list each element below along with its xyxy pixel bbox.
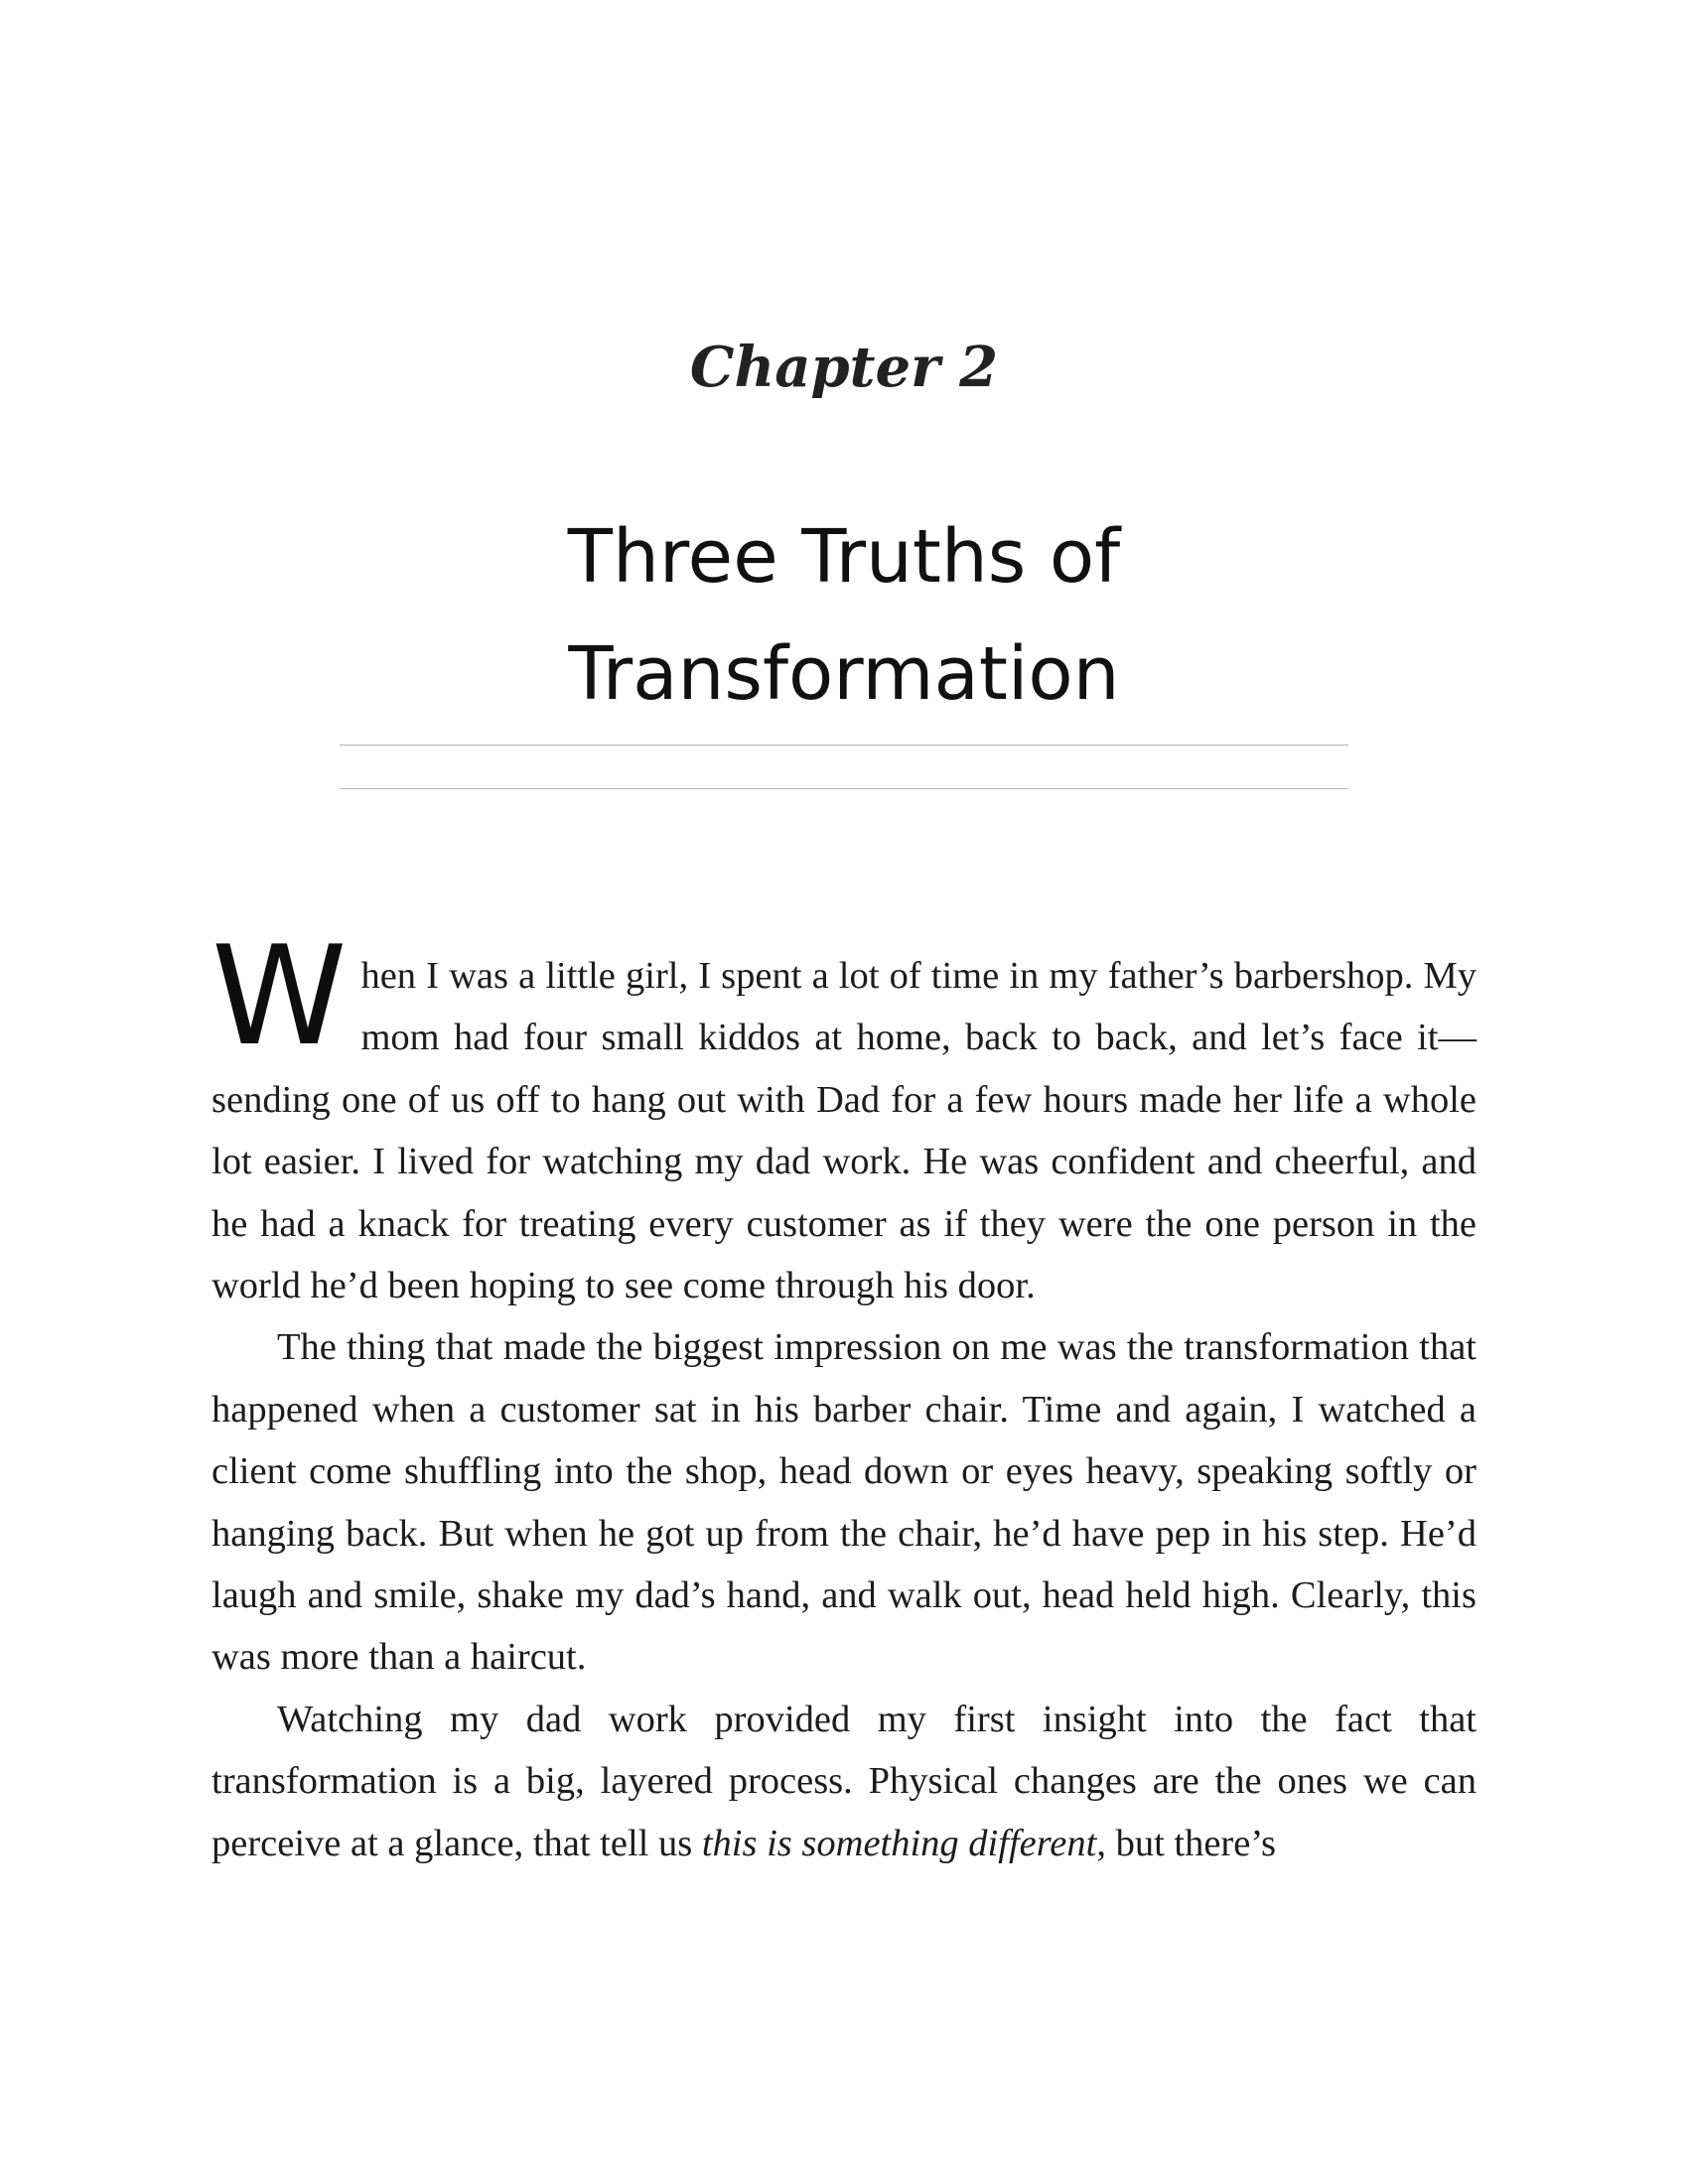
paragraph-1-text: hen I was a little girl, I spent a lot of time in my father’s barbershop. My mom had four small kiddos at home, back to back, and let’s face it—sending one of us off to hang out with Dad for a few hours made her life a whole lot easier. I lived for watching my dad work. He was confident and cheerful, and he had a knack for treating every customer as if they were the one person in the world he’d been hoping to see come through his door. [211, 955, 1477, 1307]
chapter-label: Chapter 2 [689, 335, 999, 400]
title-divider-top [340, 745, 1348, 746]
drop-cap: W [211, 916, 348, 1076]
chapter-body [211, 916, 1477, 1874]
paragraph-3-text-before: Watching my dad work provided my first insight into the fact that transformation is a big, layered process. Physical changes are the ones we can perceive at a glance, that tell us [211, 1698, 1477, 1864]
paragraph-2 [211, 1316, 1477, 1688]
title-divider-bottom [340, 788, 1348, 789]
chapter-title-line-1: Three Truths of [567, 514, 1121, 600]
paragraph-3 [211, 1689, 1477, 1874]
paragraph-2-text: The thing that made the biggest impression on me was the transformation that happened when a customer sat in his barber chair. Time and again, I watched a client come shuffling into the shop, head down or eyes heavy, speaking softly or hanging back. But when he got up from the chair, he’d have pep in his step. He’d laugh and smile, shake my dad’s hand, and walk out, head held high. Clearly, this was more than a haircut. [211, 1326, 1477, 1679]
chapter-title [0, 498, 1688, 733]
paragraph-3-emphasis: this is something different [701, 1822, 1097, 1864]
chapter-title-line-2: Transformation [568, 631, 1120, 717]
paragraph-3-text-after: , but there’s [1096, 1822, 1277, 1864]
paragraph-1 [211, 916, 1477, 1316]
